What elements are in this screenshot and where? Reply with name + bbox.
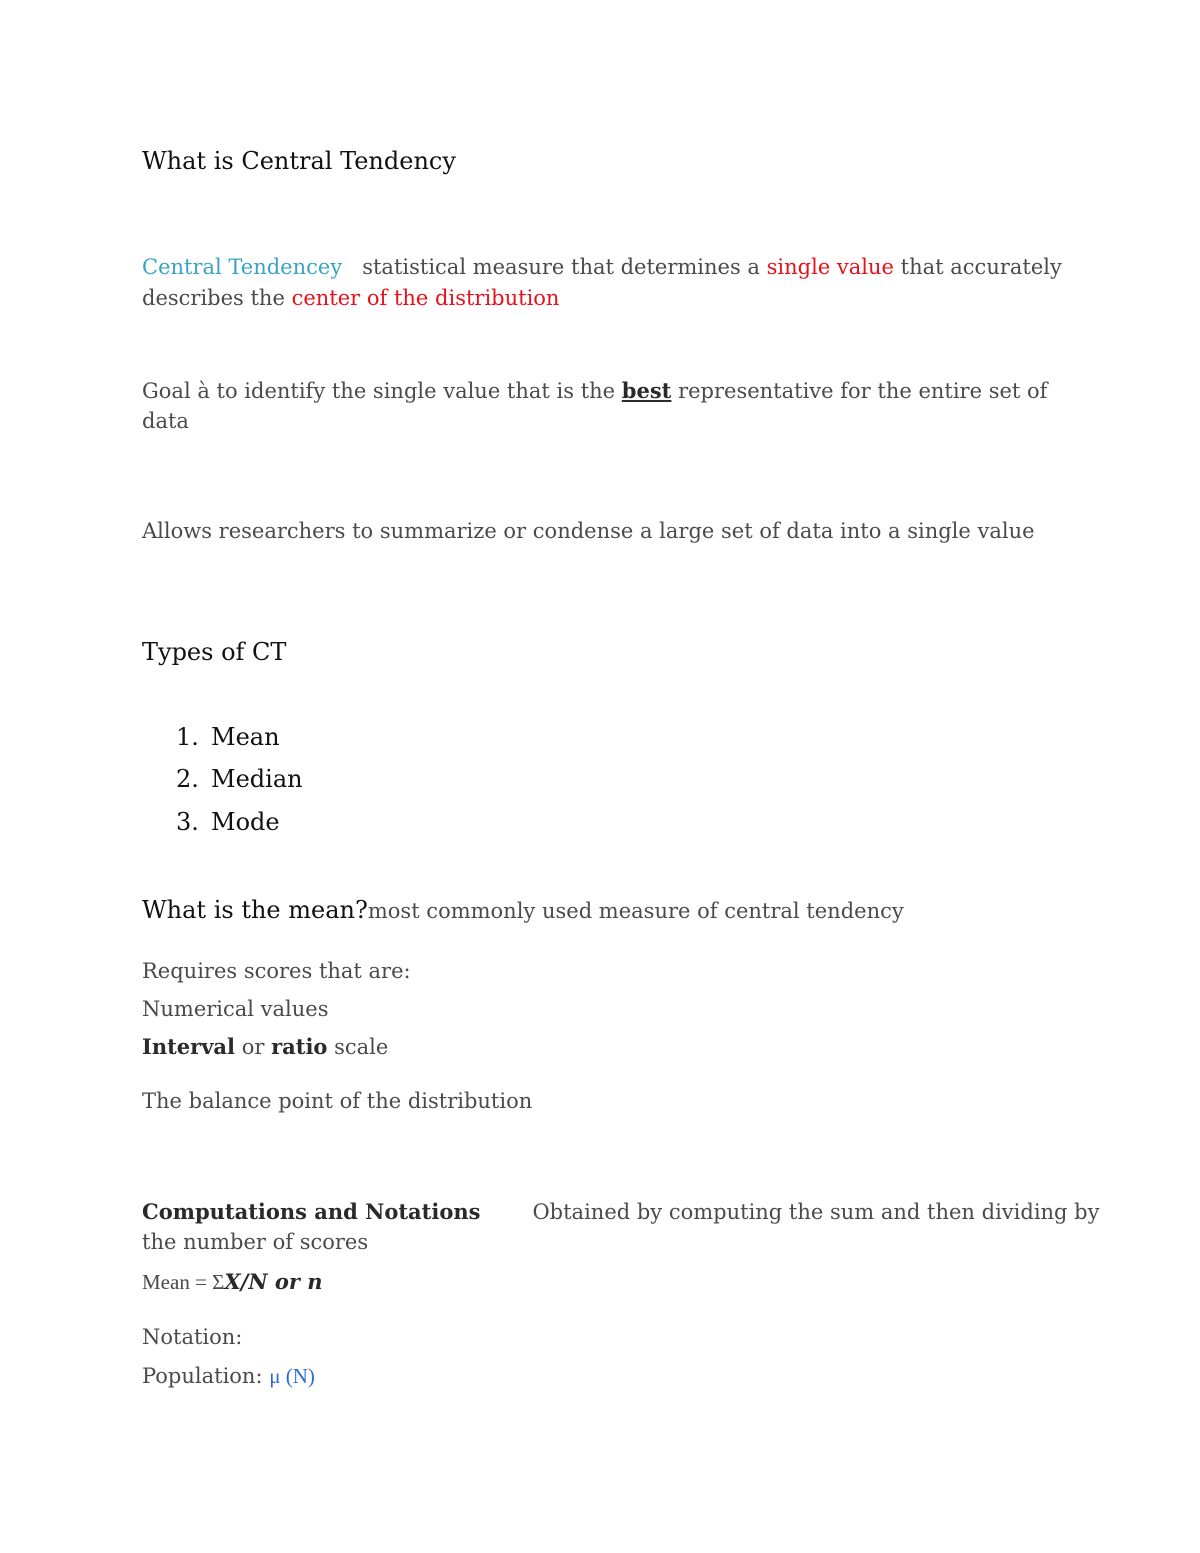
formula-line [142,1266,323,1298]
types-heading: Types of CT [142,638,287,666]
highlight-center: center of the distribution [291,286,560,310]
or-text: or [241,1035,265,1059]
goal-emphasis: best [621,378,672,403]
definition-line-1 [142,252,1062,283]
page-title: What is Central Tendency [142,147,456,175]
list-label: Mean [211,723,280,751]
population-label: Population: [142,1364,263,1388]
goal-line-1 [142,375,1047,407]
list-number: 2. [176,765,199,793]
notation-label: Notation: [142,1325,243,1349]
computations-line-1 [142,1196,1099,1228]
highlight-single-value: single value [766,255,894,279]
numerical-text: Numerical values [142,997,329,1021]
list-label: Median [211,765,303,793]
balance-text: The balance point of the distribution [142,1089,533,1113]
list-label: Mode [211,808,280,836]
computations-heading: Computations and Notations [142,1199,481,1224]
mean-desc: most commonly used measure of central tendency [367,899,904,923]
formula-bold: X/N or n [224,1269,323,1294]
computations-line-2: the number of scores [142,1230,369,1254]
population-line [142,1361,315,1392]
list-item [176,808,280,836]
scale-line [142,1031,388,1063]
allows-text: Allows researchers to summarize or condense a large set of data into a single value [142,519,1035,543]
goal-line-2: data [142,409,189,433]
interval-term: Interval [142,1034,236,1059]
definition-line-2 [142,283,559,314]
goal-suffix: representative for the entire set of [678,379,1048,403]
list-item [176,723,280,751]
formula-prefix: Mean = Σ [142,1270,225,1294]
computations-desc: Obtained by computing the sum and then dividing by [532,1200,1100,1224]
ratio-term: ratio [271,1034,328,1059]
definition-text-3: describes the [142,286,285,310]
requires-text: Requires scores that are: [142,959,411,983]
scale-text: scale [334,1035,389,1059]
list-number: 3. [176,808,199,836]
mean-line [142,895,904,927]
population-symbol: μ (N) [269,1364,315,1388]
definition-text: statistical measure that determines a [362,255,760,279]
definition-term: Central Tendencey [142,255,343,279]
goal-prefix: Goal à to identify the single value that is the [142,379,616,403]
list-item [176,765,303,793]
list-number: 1. [176,723,199,751]
mean-heading: What is the mean? [142,896,368,924]
definition-text-2: that accurately [900,255,1062,279]
